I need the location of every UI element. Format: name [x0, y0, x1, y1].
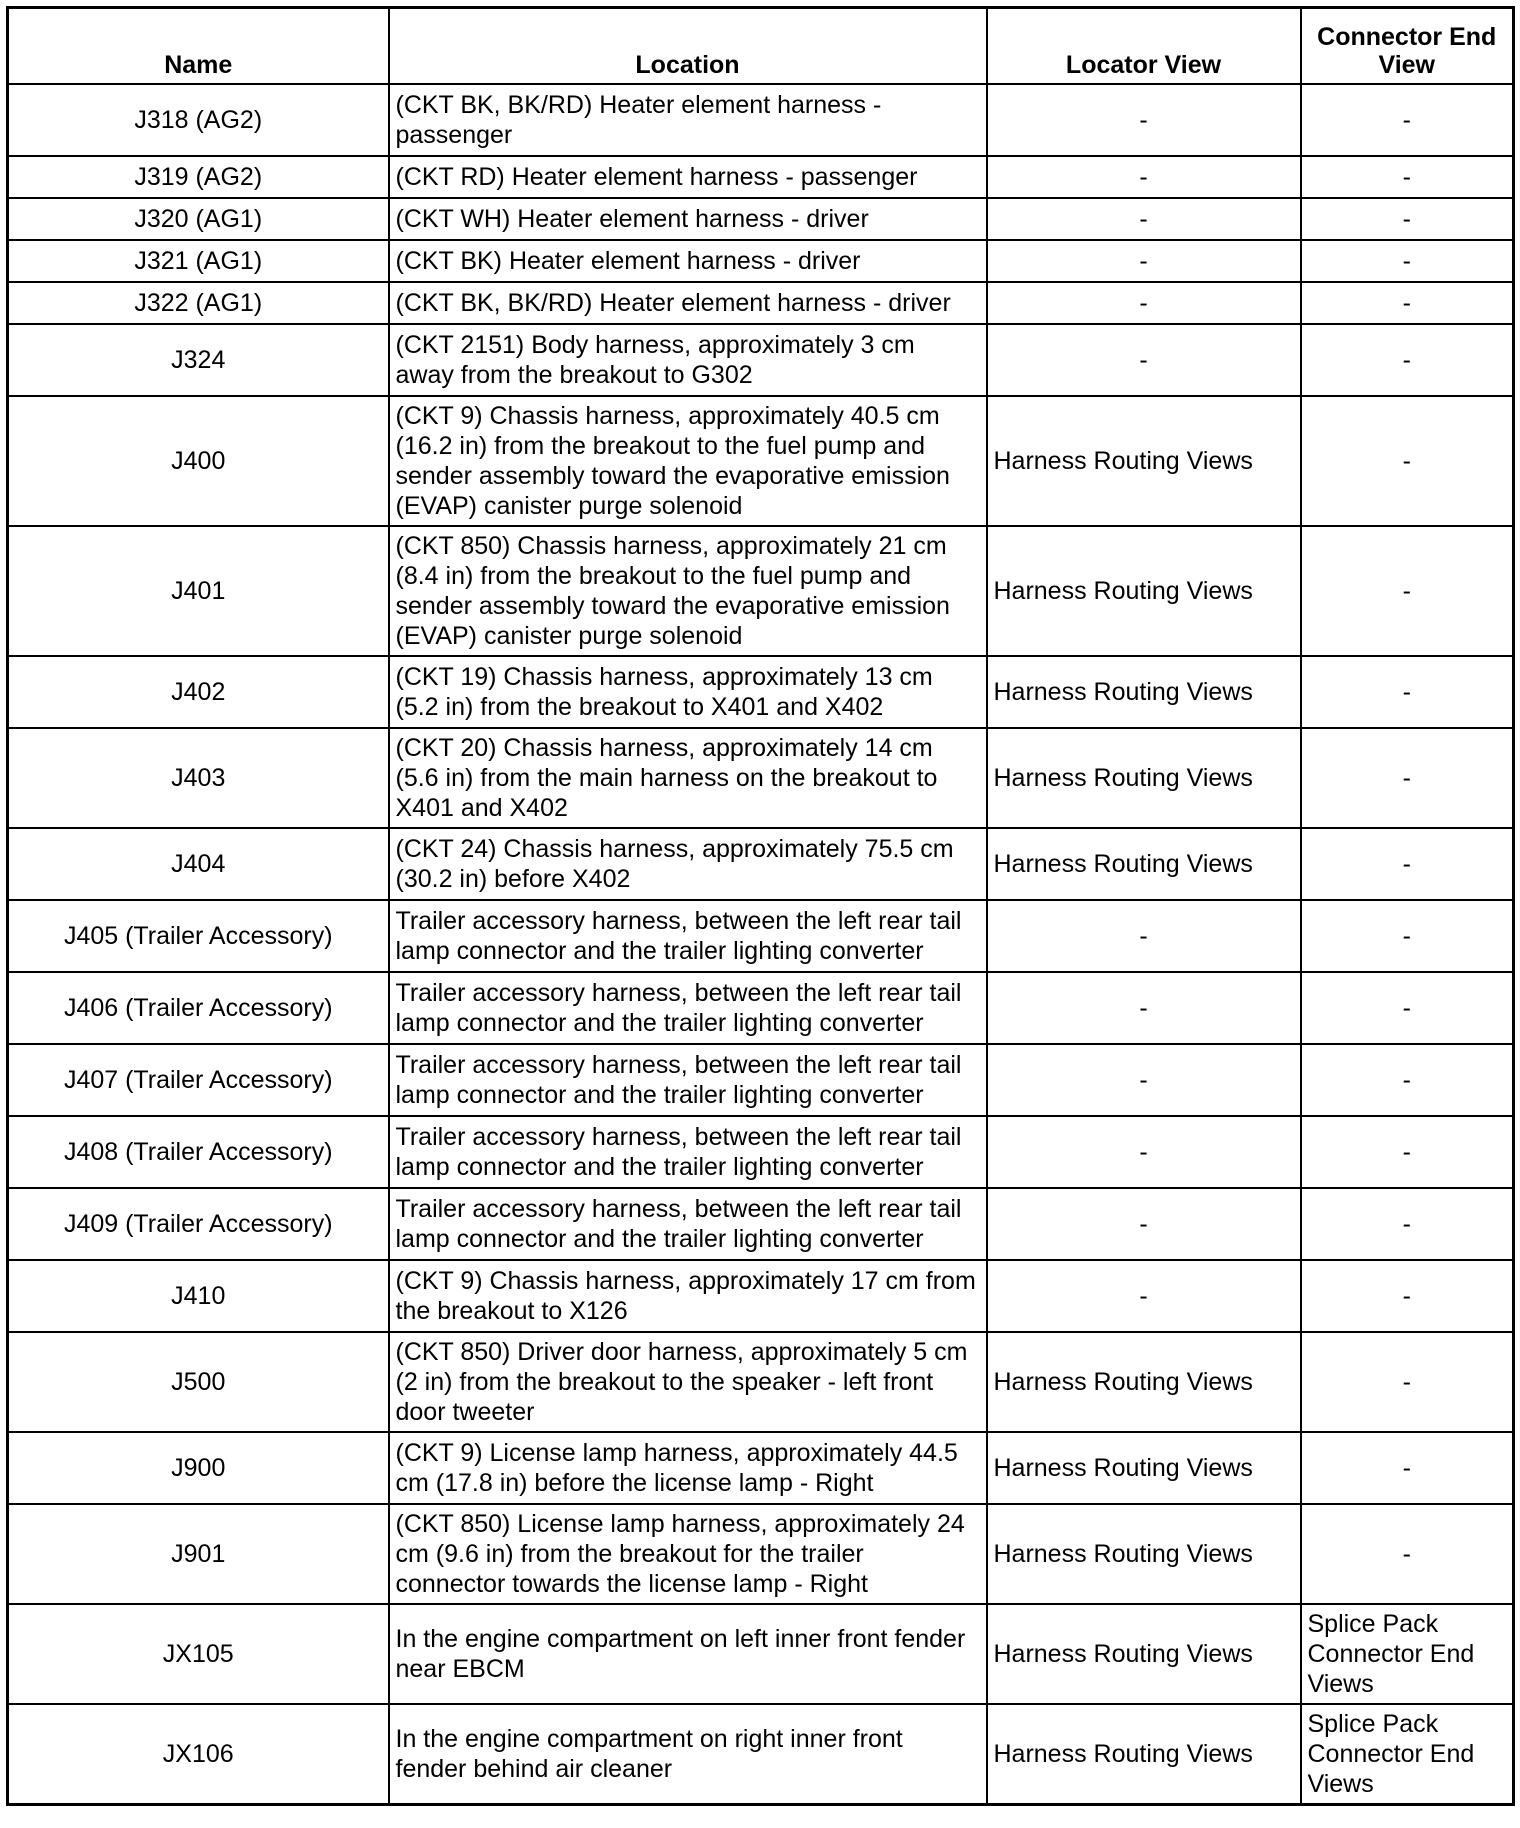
table-row [8, 156, 1514, 198]
splice-table-container [6, 6, 1512, 1806]
table-row [8, 728, 1514, 828]
cell-name: J400 [8, 396, 389, 526]
cell-locator-view: - [987, 156, 1301, 198]
table-row [8, 526, 1514, 656]
cell-location: Trailer accessory harness, between the left rear tail lamp connector and the trailer lighting converter [389, 900, 987, 972]
header-locator-view: Locator View [987, 8, 1301, 85]
cell-location: (CKT BK, BK/RD) Heater element harness - passenger [389, 84, 987, 156]
cell-locator-view: Harness Routing Views [987, 728, 1301, 828]
cell-location: (CKT 20) Chassis harness, approximately 14 cm (5.6 in) from the main harness on the breakout to X401 and X402 [389, 728, 987, 828]
table-row [8, 1332, 1514, 1432]
cell-connector-end-view: - [1301, 84, 1514, 156]
cell-name: J407 (Trailer Accessory) [8, 1044, 389, 1116]
cell-name: J401 [8, 526, 389, 656]
table-row [8, 1432, 1514, 1504]
table-row [8, 972, 1514, 1044]
cell-location: (CKT 9) License lamp harness, approximately 44.5 cm (17.8 in) before the license lamp - Right [389, 1432, 987, 1504]
table-row [8, 828, 1514, 900]
table-row [8, 1704, 1514, 1805]
cell-name: J408 (Trailer Accessory) [8, 1116, 389, 1188]
cell-locator-view: - [987, 1044, 1301, 1116]
table-row [8, 1188, 1514, 1260]
cell-name: J409 (Trailer Accessory) [8, 1188, 389, 1260]
splice-location-table [6, 6, 1515, 1806]
cell-connector-end-view: - [1301, 656, 1514, 728]
cell-name: J402 [8, 656, 389, 728]
cell-locator-view: - [987, 972, 1301, 1044]
cell-location: (CKT 850) License lamp harness, approximately 24 cm (9.6 in) from the breakout for the trailer connector towards the license lamp - Right [389, 1504, 987, 1604]
cell-name: J318 (AG2) [8, 84, 389, 156]
table-row [8, 396, 1514, 526]
table-row [8, 324, 1514, 396]
table-row [8, 240, 1514, 282]
table-row [8, 1504, 1514, 1604]
table-row [8, 1116, 1514, 1188]
cell-location: (CKT 19) Chassis harness, approximately 13 cm (5.2 in) from the breakout to X401 and X402 [389, 656, 987, 728]
cell-name: J322 (AG1) [8, 282, 389, 324]
cell-location: (CKT BK, BK/RD) Heater element harness - driver [389, 282, 987, 324]
cell-connector-end-view: - [1301, 1504, 1514, 1604]
cell-name: J901 [8, 1504, 389, 1604]
cell-locator-view: Harness Routing Views [987, 1504, 1301, 1604]
cell-location: (CKT 850) Driver door harness, approximately 5 cm (2 in) from the breakout to the speaker - left front door tweeter [389, 1332, 987, 1432]
cell-locator-view: Harness Routing Views [987, 1604, 1301, 1704]
header-location: Location [389, 8, 987, 85]
cell-name: J320 (AG1) [8, 198, 389, 240]
cell-connector-end-view: - [1301, 396, 1514, 526]
cell-name: J319 (AG2) [8, 156, 389, 198]
cell-connector-end-view: - [1301, 1332, 1514, 1432]
cell-connector-end-view: - [1301, 1260, 1514, 1332]
cell-name: JX106 [8, 1704, 389, 1805]
cell-location: Trailer accessory harness, between the left rear tail lamp connector and the trailer lighting converter [389, 972, 987, 1044]
cell-name: J900 [8, 1432, 389, 1504]
header-name: Name [8, 8, 389, 85]
cell-connector-end-view: - [1301, 282, 1514, 324]
table-row [8, 1260, 1514, 1332]
cell-connector-end-view: - [1301, 1432, 1514, 1504]
cell-name: JX105 [8, 1604, 389, 1704]
cell-name: J406 (Trailer Accessory) [8, 972, 389, 1044]
table-row [8, 900, 1514, 972]
cell-locator-view: Harness Routing Views [987, 1704, 1301, 1805]
cell-name: J410 [8, 1260, 389, 1332]
cell-locator-view: Harness Routing Views [987, 1332, 1301, 1432]
cell-locator-view: - [987, 1116, 1301, 1188]
cell-locator-view: - [987, 198, 1301, 240]
cell-name: J405 (Trailer Accessory) [8, 900, 389, 972]
cell-location: Trailer accessory harness, between the left rear tail lamp connector and the trailer lighting converter [389, 1116, 987, 1188]
table-row [8, 84, 1514, 156]
cell-connector-end-view: - [1301, 1044, 1514, 1116]
cell-locator-view: - [987, 240, 1301, 282]
cell-connector-end-view: - [1301, 1116, 1514, 1188]
cell-location: Trailer accessory harness, between the left rear tail lamp connector and the trailer lighting converter [389, 1044, 987, 1116]
cell-location: (CKT BK) Heater element harness - driver [389, 240, 987, 282]
cell-connector-end-view: - [1301, 828, 1514, 900]
cell-location: Trailer accessory harness, between the left rear tail lamp connector and the trailer lighting converter [389, 1188, 987, 1260]
table-header-row [8, 8, 1514, 85]
cell-connector-end-view: - [1301, 324, 1514, 396]
cell-name: J324 [8, 324, 389, 396]
cell-connector-end-view: - [1301, 728, 1514, 828]
cell-location: (CKT 24) Chassis harness, approximately 75.5 cm (30.2 in) before X402 [389, 828, 987, 900]
cell-locator-view: Harness Routing Views [987, 656, 1301, 728]
table-row [8, 198, 1514, 240]
cell-connector-end-view: - [1301, 1188, 1514, 1260]
cell-locator-view: - [987, 324, 1301, 396]
cell-locator-view: Harness Routing Views [987, 526, 1301, 656]
cell-locator-view: - [987, 84, 1301, 156]
cell-connector-end-view: - [1301, 526, 1514, 656]
cell-connector-end-view: Splice Pack Connector End Views [1301, 1704, 1514, 1805]
cell-location: In the engine compartment on left inner front fender near EBCM [389, 1604, 987, 1704]
cell-connector-end-view: Splice Pack Connector End Views [1301, 1604, 1514, 1704]
cell-locator-view: Harness Routing Views [987, 1432, 1301, 1504]
cell-location: (CKT WH) Heater element harness - driver [389, 198, 987, 240]
cell-connector-end-view: - [1301, 972, 1514, 1044]
cell-location: (CKT 850) Chassis harness, approximately 21 cm (8.4 in) from the breakout to the fuel pump and sender assembly toward the evaporative emission (EVAP) canister purge solenoid [389, 526, 987, 656]
cell-location: (CKT RD) Heater element harness - passenger [389, 156, 987, 198]
cell-location: (CKT 2151) Body harness, approximately 3 cm away from the breakout to G302 [389, 324, 987, 396]
cell-connector-end-view: - [1301, 198, 1514, 240]
cell-name: J500 [8, 1332, 389, 1432]
cell-locator-view: - [987, 282, 1301, 324]
cell-locator-view: Harness Routing Views [987, 828, 1301, 900]
cell-location: In the engine compartment on right inner front fender behind air cleaner [389, 1704, 987, 1805]
cell-locator-view: - [987, 1188, 1301, 1260]
cell-connector-end-view: - [1301, 240, 1514, 282]
cell-location: (CKT 9) Chassis harness, approximately 40.5 cm (16.2 in) from the breakout to the fuel pump and sender assembly toward the evaporative emission (EVAP) canister purge solenoid [389, 396, 987, 526]
header-connector-end-view: Connector End View [1301, 8, 1514, 85]
cell-name: J404 [8, 828, 389, 900]
cell-location: (CKT 9) Chassis harness, approximately 17 cm from the breakout to X126 [389, 1260, 987, 1332]
table-row [8, 656, 1514, 728]
cell-connector-end-view: - [1301, 156, 1514, 198]
table-row [8, 282, 1514, 324]
cell-locator-view: Harness Routing Views [987, 396, 1301, 526]
cell-connector-end-view: - [1301, 900, 1514, 972]
cell-locator-view: - [987, 1260, 1301, 1332]
cell-name: J321 (AG1) [8, 240, 389, 282]
table-row [8, 1044, 1514, 1116]
cell-name: J403 [8, 728, 389, 828]
cell-locator-view: - [987, 900, 1301, 972]
table-row [8, 1604, 1514, 1704]
